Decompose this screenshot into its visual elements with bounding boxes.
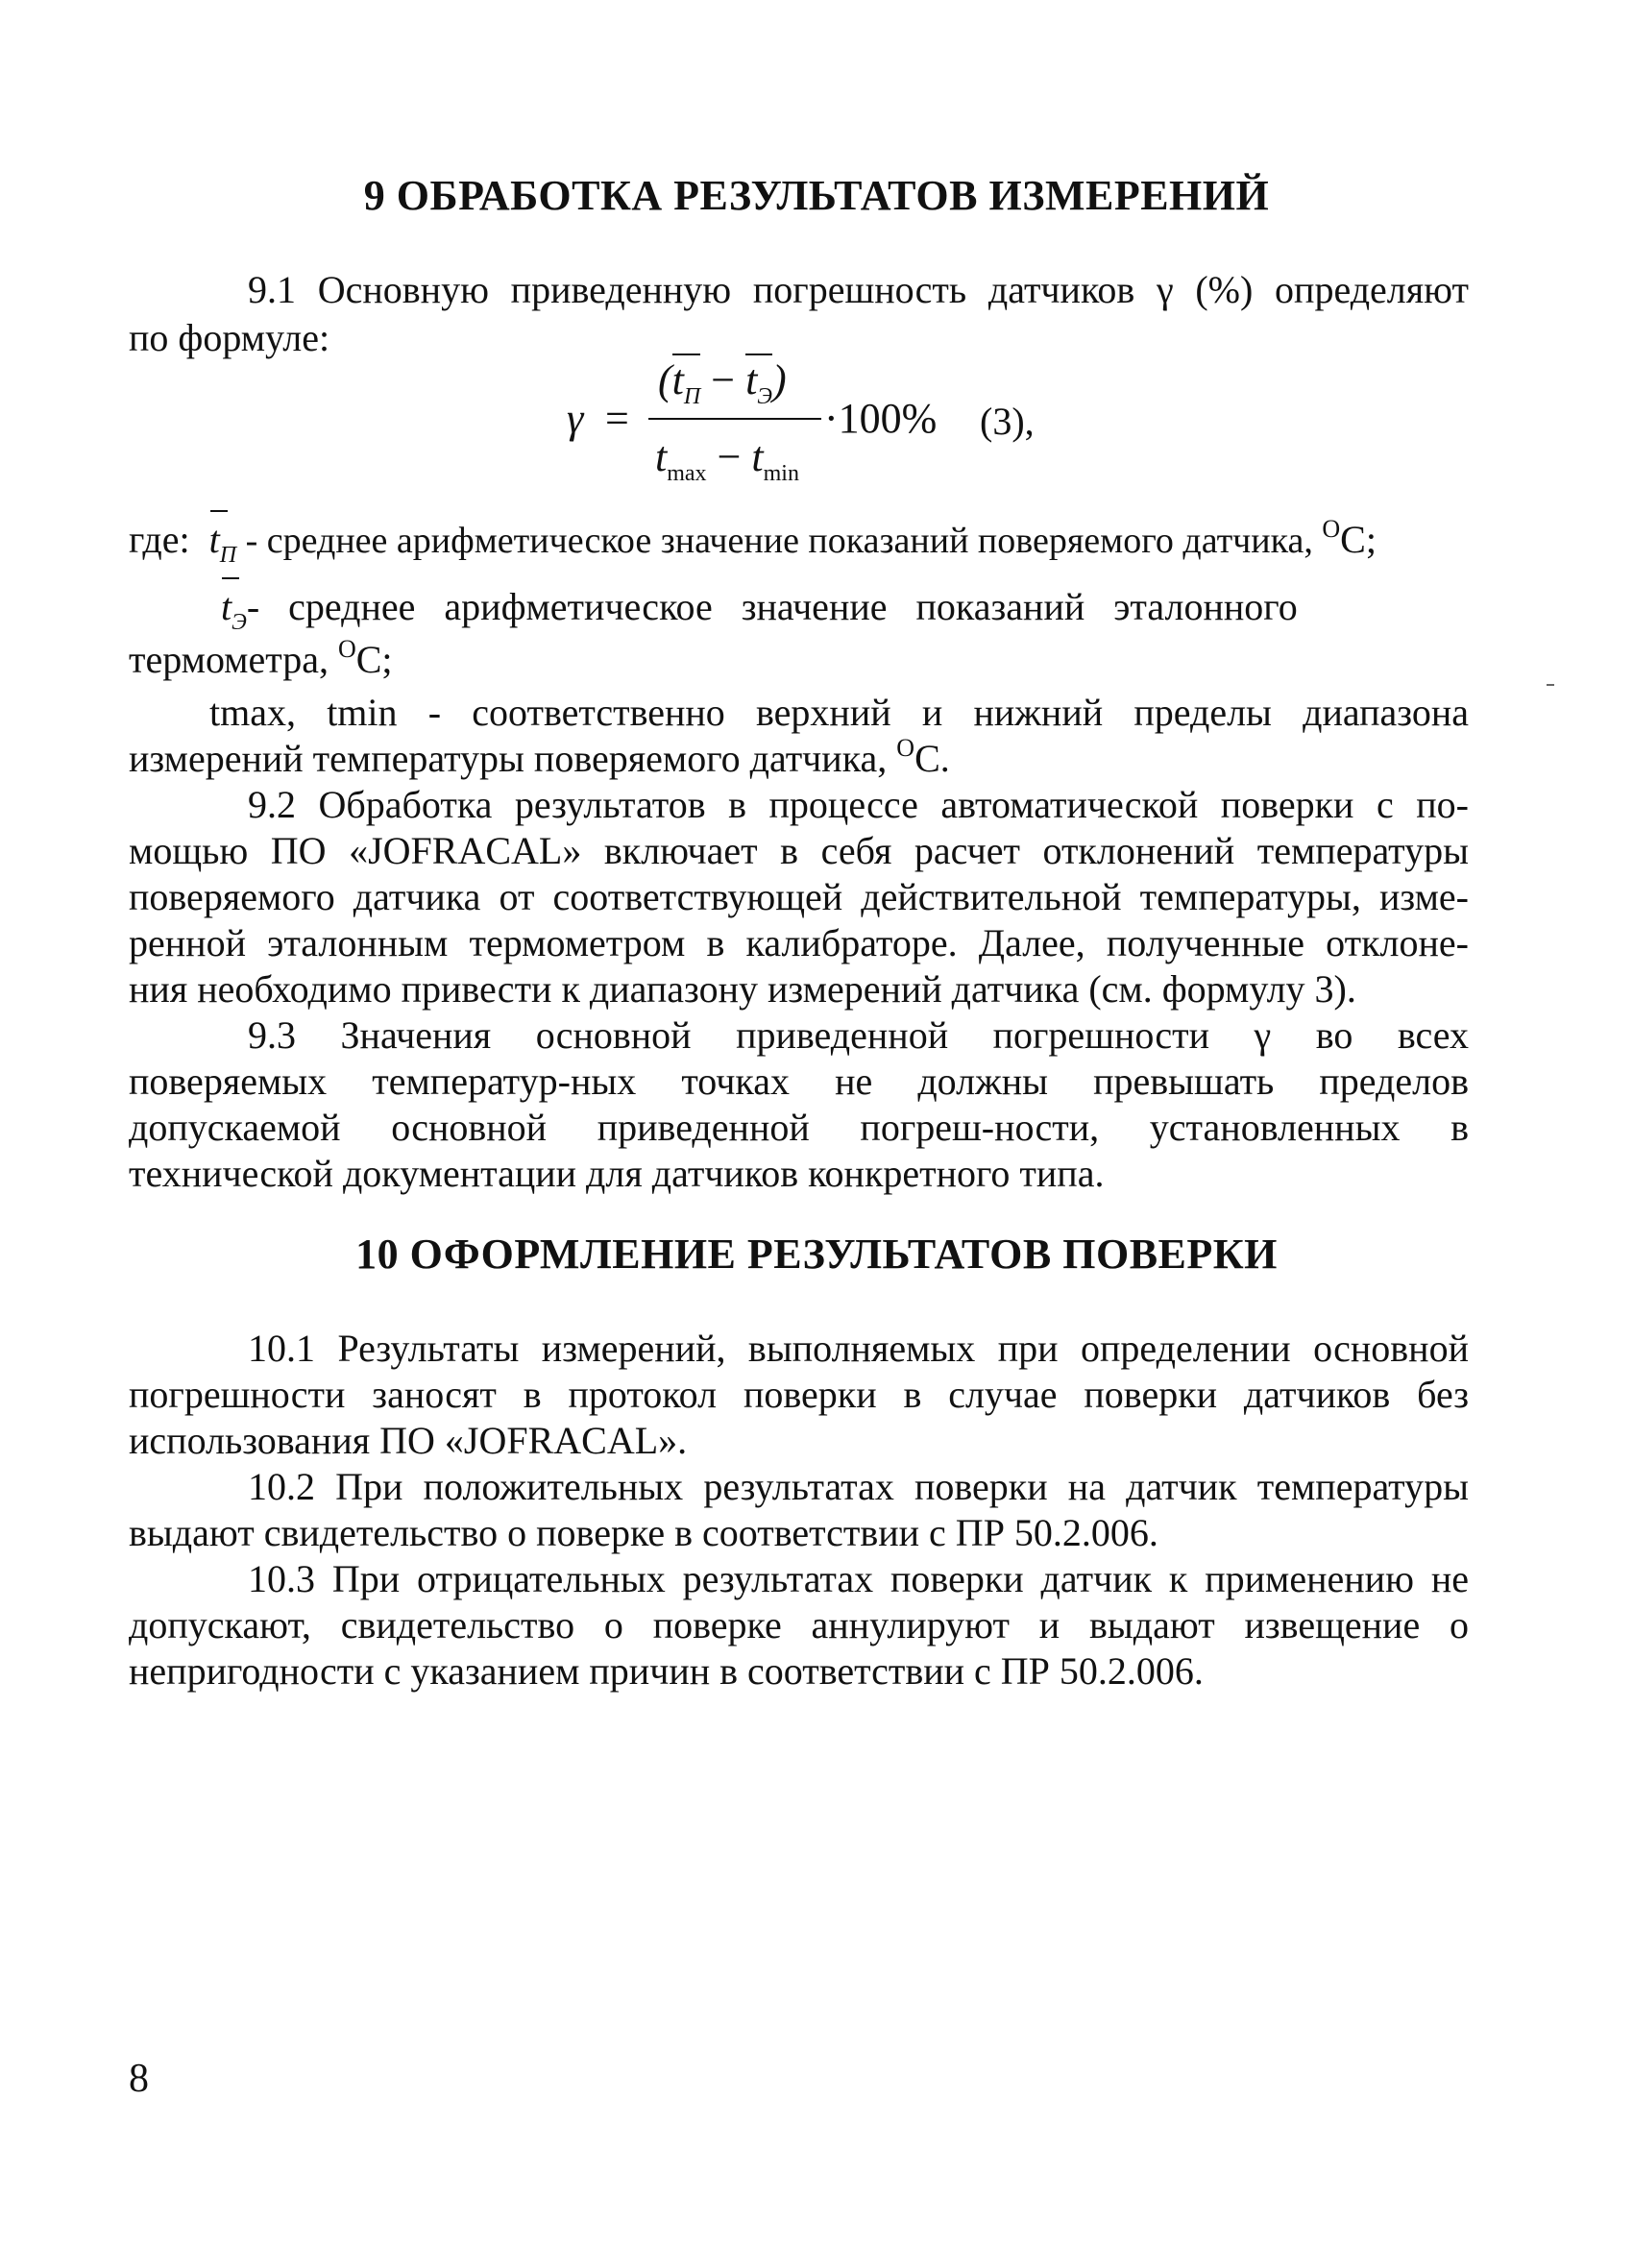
formula-den-minus: −: [706, 433, 752, 480]
formula-gamma: γ: [567, 395, 584, 442]
p103-line-3: непригодности с указанием причин в соответствии с ПР 50.2.006.: [129, 1649, 1204, 1693]
p101-line-3: использования ПО «JOFRACAL».: [129, 1419, 688, 1462]
formula-number: (3),: [980, 400, 1035, 443]
te-sub: Э: [232, 610, 247, 635]
section-10-title: 10 ОФОРМЛЕНИЕ РЕЗУЛЬТАТОВ ПОВЕРКИ: [355, 1231, 1278, 1278]
formula-den-t2: t: [751, 433, 764, 480]
p92-line-2: мощью ПО «JOFRACAL» включает в себя расчет отклонений температуры: [129, 829, 1469, 872]
p92-line-5: ния необходимо привести к диапазону измерений датчика (см. формулу 3).: [129, 967, 1356, 1011]
formula-3: [567, 351, 1105, 495]
formula-multiplier: ·100%: [824, 395, 938, 442]
tp-unit: C;: [1340, 518, 1377, 561]
p92-line-3: поверяемого датчика от соответствующей действительной температуры, изме-: [129, 875, 1469, 918]
p101-line-1: 10.1 Результаты измерений, выполняемых при определении основной: [248, 1327, 1469, 1370]
p102-line-2: выдают свидетельство о поверке в соответствии с ПР 50.2.006.: [129, 1511, 1158, 1554]
tp-sub: П: [219, 543, 237, 568]
te-unit-sup: O: [337, 635, 356, 663]
formula-equals: =: [605, 395, 629, 442]
tmax-unit: C.: [914, 737, 950, 780]
def-tmax: tmax, tmin - соответственно верхний и нижний пределы диапазона: [209, 691, 1469, 734]
tp-text: - среднее арифметическое значение показаний поверяемого датчика,: [236, 521, 1323, 561]
p91-line-1: 9.1 Основную приведенную погрешность датчиков γ (%) определяют: [248, 268, 1469, 311]
tmax-unit-sup: O: [896, 734, 915, 762]
def-tmax-line-2: [129, 736, 1469, 787]
formula-den-sub1: max: [667, 461, 707, 486]
scan-mark: [1547, 684, 1554, 686]
def-te: [221, 584, 1469, 636]
formula-num-t1: t: [671, 356, 684, 403]
te-symbol: [221, 585, 247, 635]
formula-denominator: [655, 432, 799, 486]
p101-line-2: погрешности заносят в протокол поверки в случае поверки датчиков без: [129, 1373, 1469, 1416]
formula-num-sub2: Э: [757, 384, 773, 409]
page-number: 8: [129, 2057, 149, 2101]
p92-line-1: 9.2 Обработка результатов в процессе автоматической поверки с по-: [248, 783, 1469, 826]
formula-fraction-bar: [648, 418, 821, 420]
formula-num-sub1: П: [683, 384, 701, 409]
tp-unit-sup: O: [1322, 515, 1341, 543]
where-label: где:: [129, 518, 190, 561]
p93-line-1: 9.3 Значения основной приведенной погрешности γ во всех: [248, 1013, 1469, 1057]
formula-num-minus: −: [700, 356, 746, 403]
p91-line-2: по формуле:: [129, 316, 330, 359]
def-tp: [129, 517, 1469, 569]
p93-line-3: допускаемой основной приведенной погреш-ности, установленных в: [129, 1106, 1469, 1149]
te-unit: C;: [355, 638, 393, 681]
te-text: - среднее арифметическое значение показаний эталонного: [246, 585, 1298, 628]
p103-line-2: допускают, свидетельство о поверке аннулируют и выдают извещение о: [129, 1603, 1469, 1646]
tmax-line2-text: измерений температуры поверяемого датчика,: [129, 737, 897, 780]
p93-line-2: поверяемых температур-ных точках не должны превышать пределов: [129, 1060, 1469, 1103]
te-line2-text: термометра,: [129, 638, 338, 681]
p103-line-1: 10.3 При отрицательных результатах поверки датчик к применению не: [248, 1557, 1469, 1600]
formula-num-t2: t: [745, 356, 758, 403]
tp-symbol: [208, 518, 237, 568]
te-t: t: [221, 585, 232, 628]
p92-line-4: ренной эталонным термометром в калибраторе. Далее, полученные отклоне-: [129, 921, 1469, 964]
def-te-line-2: [129, 637, 1469, 688]
p102-line-1: 10.2 При положительных результатах поверки на датчик температуры: [248, 1465, 1469, 1508]
p93-line-4: технической документации для датчиков конкретного типа.: [129, 1152, 1105, 1195]
tp-t: t: [208, 518, 220, 561]
formula-den-sub2: min: [763, 461, 799, 486]
formula-numerator: $(t_П - t_Э)$: [658, 355, 787, 404]
formula-den-t1: t: [655, 433, 668, 480]
section-9-title: 9 ОБРАБОТКА РЕЗУЛЬТАТОВ ИЗМЕРЕНИЙ: [363, 172, 1270, 219]
